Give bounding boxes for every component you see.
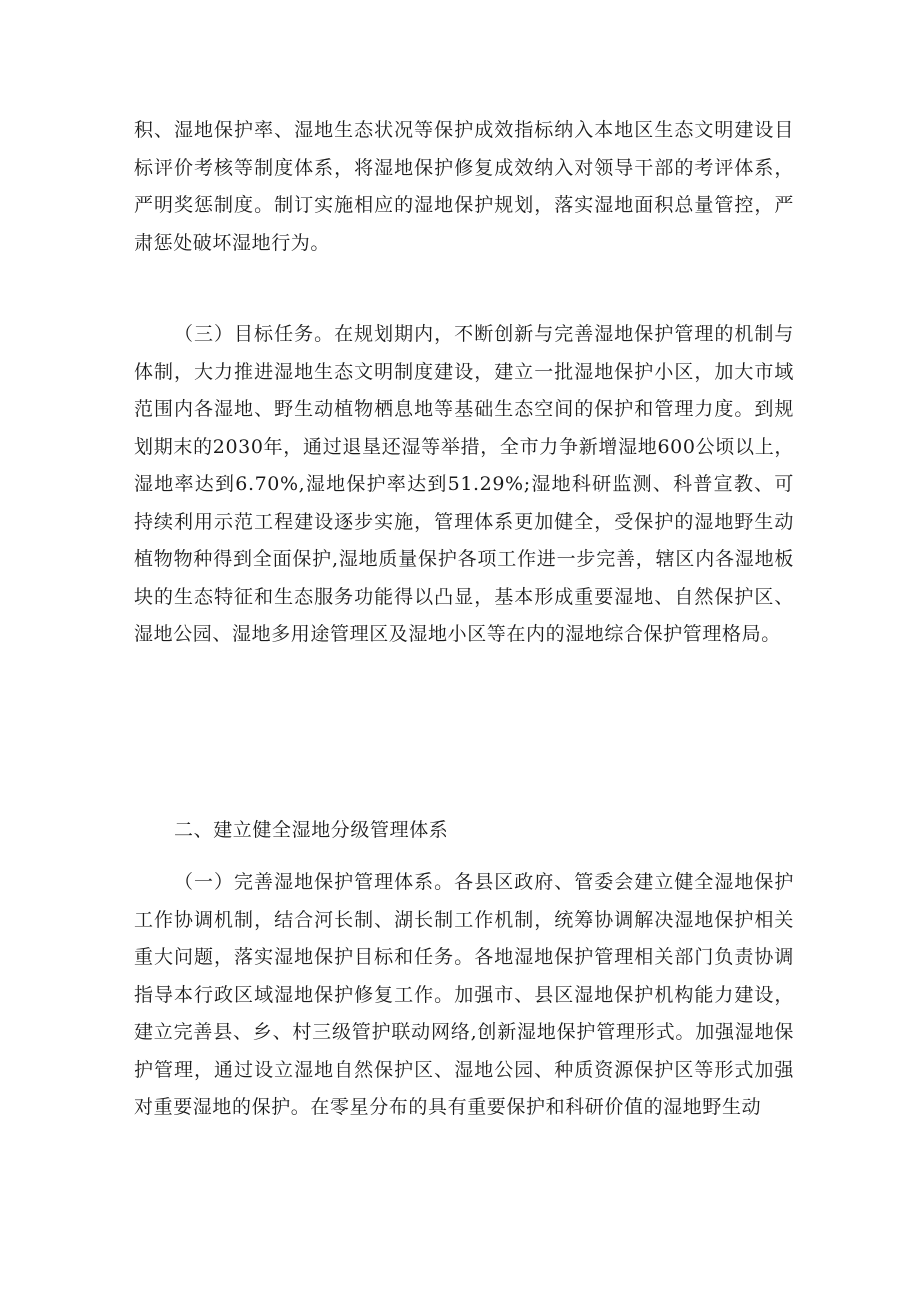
section-heading: 二、建立健全湿地分级管理体系 (174, 819, 449, 841)
paragraph-target-tasks: （三）目标任务。在规划期内，不断创新与完善湿地保护管理的机制与体制，大力推进湿地生态文明制度建设，建立一批湿地保护小区，加大市域范围内各湿地、野生动植物栖息地等基础生态空间的保护和管理力度。到规划期末的2030年，通过退垦还湿等举措，全市力争新增湿地600公顷以上，湿地率达到6.70%,湿地保护率达到51.29%;湿地科研监测、科普宣教、可持续利用示范工程建设逐步实施，管理体系更加健全，受保护的湿地野生动植物物种得到全面保护,湿地质量保护各项工作进一步完善，辖区内各湿地板块的生态特征和生态服务功能得以凸显，基本形成重要湿地、自然保护区、湿地公园、湿地多用途管理区及湿地小区等在内的湿地综合保护管理格局。 (134, 323, 794, 645)
paragraph-continuation: 积、湿地保护率、湿地生态状况等保护成效指标纳入本地区生态文明建设目标评价考核等制度体系，将湿地保护修复成效纳入对领导干部的考评体系，严明奖惩制度。制订实施相应的湿地保护规划，落实湿地面积总量管控，严肃惩处破坏湿地行为。 (134, 119, 794, 254)
paragraph-improve-system: （一）完善湿地保护管理体系。各县区政府、管委会建立健全湿地保护工作协调机制，结合河长制、湖长制工作机制，统筹协调解决湿地保护相关重大问题，落实湿地保护目标和任务。各地湿地保护管理相关部门负责协调指导本行政区域湿地保护修复工作。加强市、县区湿地保护机构能力建设，建立完善县、乡、村三级管护联动网络,创新湿地保护管理形式。加强湿地保护管理，通过设立湿地自然保护区、湿地公园、种质资源保护区等形式加强对重要湿地的保护。在零星分布的具有重要保护和科研价值的湿地野生动 (134, 871, 794, 1118)
